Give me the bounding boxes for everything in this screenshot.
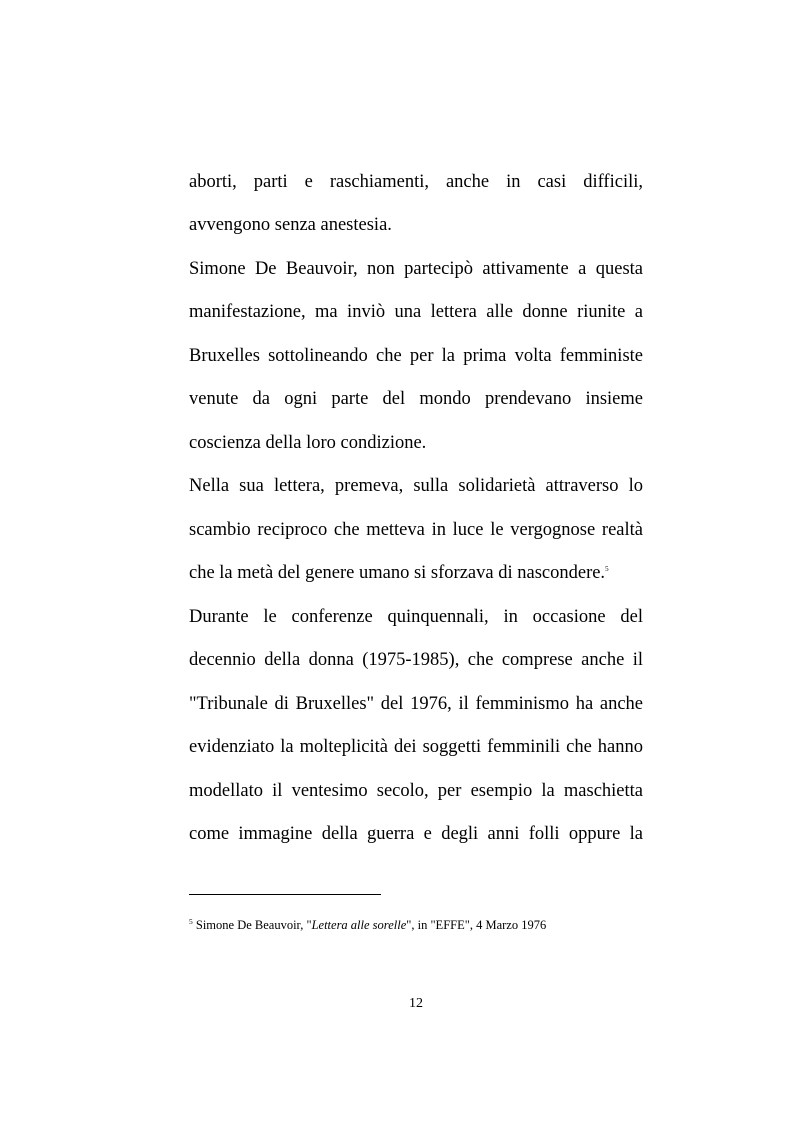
body-line-14: evidenziato la molteplicità dei soggetti femminili che hanno [189, 737, 643, 757]
footnote-author: Simone De Beauvoir, " [192, 918, 312, 932]
footnote-divider [189, 894, 381, 895]
body-line-13: "Tribunale di Bruxelles" del 1976, il femminismo ha anche [189, 694, 643, 714]
body-line-5: Bruxelles sottolineando che per la prima volta femministe [189, 346, 643, 366]
body-line-1: aborti, parti e raschiamenti, anche in casi difficili, [189, 172, 643, 192]
body-line-15: modellato il ventesimo secolo, per esempio la maschietta [189, 781, 643, 801]
body-line-8: Nella sua lettera, premeva, sulla solidarietà attraverso lo [189, 476, 643, 496]
body-line-11: Durante le conferenze quinquennali, in occasione del [189, 607, 643, 627]
page-number: 12 [409, 996, 423, 1011]
footnote-reference[interactable]: 5 [605, 564, 609, 573]
body-line-7: coscienza della loro condizione. [189, 433, 427, 453]
body-line-10-text: che la metà del genere umano si sforzava di nascondere. [189, 563, 606, 583]
footnote-source: ", in "EFFE", 4 Marzo 1976 [406, 918, 547, 932]
footnote-number: 5 [189, 916, 193, 926]
body-line-2: avvengono senza anestesia. [189, 215, 392, 235]
body-line-16: come immagine della guerra e degli anni folli oppure la [189, 824, 643, 844]
footnote [189, 917, 546, 933]
footnote-title: Lettera alle sorelle [311, 918, 407, 932]
body-line-9: scambio reciproco che metteva in luce le vergognose realtà [189, 520, 643, 540]
body-line-4: manifestazione, ma inviò una lettera alle donne riunite a [189, 302, 643, 322]
body-line-6: venute da ogni parte del mondo prendevano insieme [189, 389, 643, 409]
body-line-12: decennio della donna (1975-1985), che comprese anche il [189, 650, 643, 670]
body-line-10 [189, 561, 643, 585]
body-line-3: Simone De Beauvoir, non partecipò attivamente a questa [189, 259, 643, 279]
